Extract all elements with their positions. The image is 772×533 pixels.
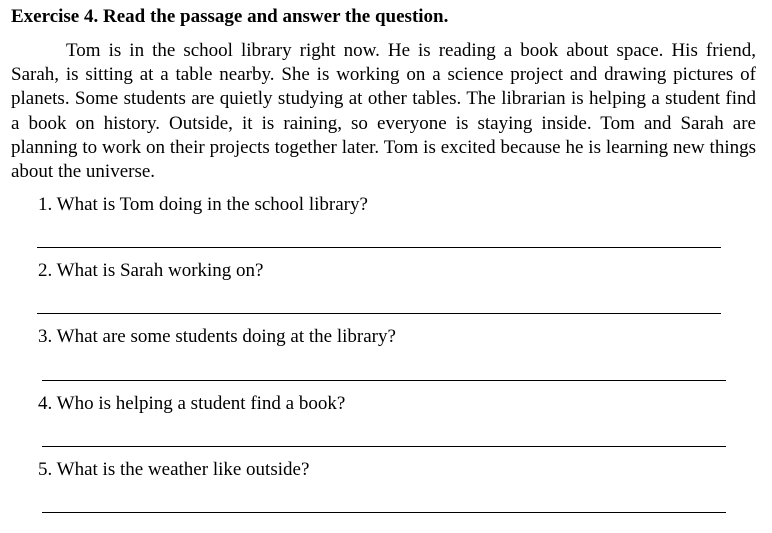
answer-line-1[interactable] [37, 247, 721, 248]
answer-line-2[interactable] [37, 313, 721, 314]
question-4: 4. Who is helping a student find a book? [38, 393, 346, 414]
answer-line-3[interactable] [42, 380, 726, 381]
question-2: 2. What is Sarah working on? [38, 260, 264, 281]
question-3: 3. What are some students doing at the library? [38, 326, 396, 347]
answer-line-5[interactable] [42, 512, 726, 513]
exercise-title: Exercise 4. Read the passage and answer the question. [11, 6, 449, 27]
question-1: 1. What is Tom doing in the school library? [38, 194, 368, 215]
answer-line-4[interactable] [42, 446, 726, 447]
reading-passage: Tom is in the school library right now. He is reading a book about space. His friend, Sarah, is sitting at a table nearby. She is working on a science project and drawing pictures of planets. Some students are quietly studying at other tables. The librarian is helping a student find a book on history. Outside, it is raining, so everyone is staying inside. Tom and Sarah are planning to work on their projects together later. Tom is excited because he is learning new things about the universe. [11, 40, 756, 183]
question-5: 5. What is the weather like outside? [38, 459, 310, 480]
